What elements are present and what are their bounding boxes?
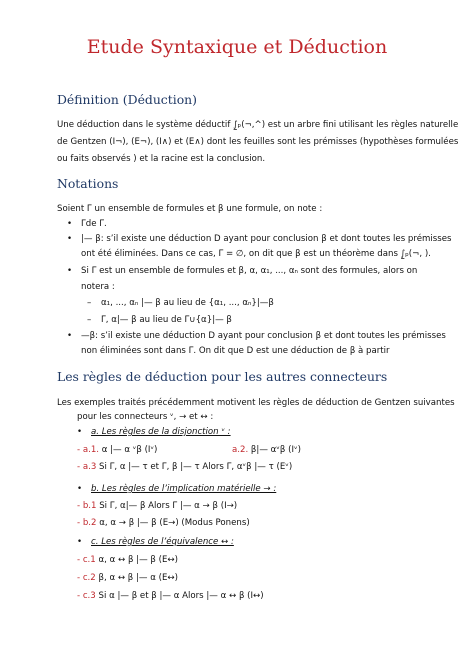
bullet-icon: • [77, 537, 83, 547]
rules-intro: Les exemples traités précédemment motivent les règles de déduction de Gentzen suivantes [57, 398, 455, 408]
rule-line [77, 573, 178, 583]
rule-tag: a.2. [232, 445, 249, 455]
notation-text: Γde Γ. [81, 219, 107, 229]
notation-subitem [87, 298, 274, 308]
bullet-icon: • [67, 331, 73, 341]
bullet-icon: • [67, 219, 73, 229]
notation-item [67, 234, 451, 244]
rule-text: α |— α ᵛβ (Iᵛ) [99, 445, 158, 455]
bullet-icon: • [77, 484, 83, 494]
rule-text: Si Γ, α |— τ et Γ, β |— τ Alors Γ, αᵛβ |— τ (Eᵛ) [96, 462, 293, 472]
rule-section-title [77, 537, 234, 547]
dash-icon: – [87, 315, 92, 325]
section-title-text: c. Les règles de l’équivalence ↔ : [91, 537, 234, 547]
rule-text: Si α |— β et β |— α Alors |— α ↔ β (I↔) [95, 591, 264, 601]
section-title-text: b. Les règles de l’implication matérielle → : [91, 484, 277, 494]
definition-heading: Définition (Déduction) [57, 92, 197, 107]
rule-tag: - c.3 [77, 591, 96, 601]
notations-intro: Soient Γ un ensemble de formules et β une formule, on note : [57, 204, 323, 214]
rule-text: Si Γ, α|— β Alors Γ |— α → β (I→) [96, 501, 238, 511]
notation-text: Γ, α|— β au lieu de Γ∪{α}|— β [101, 315, 232, 325]
rules-heading: Les règles de déduction pour les autres connecteurs [57, 369, 388, 384]
rule-text: α, α → β |— β (E→) (Modus Ponens) [96, 518, 250, 528]
rule-line [77, 518, 250, 528]
rule-text: β, α ↔ β |— α (E↔) [95, 573, 178, 583]
notation-item [67, 266, 417, 276]
definition-line: ou faits observés ) et la racine est la conclusion. [57, 154, 266, 164]
definition-line: de Gentzen (I¬), (E¬), (I∧) et (E∧) dont les feuilles sont les prémisses (hypothèses formulées [57, 137, 459, 147]
notation-text: notera : [81, 282, 115, 292]
rule-line [77, 501, 237, 511]
rule-text: β|— αᵛβ (Iᵛ) [248, 445, 301, 455]
notation-subitem [87, 315, 232, 325]
rule-tag: - b.2 [77, 518, 97, 528]
rule-line [232, 445, 301, 455]
page-title: Etude Syntaxique et Déduction [86, 36, 388, 58]
notation-text: ont été éliminées. Dans ce cas, Γ = ∅, on dit que β est un théorème dans ⨜ₚ(¬, ). [81, 249, 431, 259]
rule-line [77, 445, 157, 455]
notation-item [67, 331, 446, 341]
dash-icon: – [87, 298, 92, 308]
rule-line [77, 555, 178, 565]
rule-section-title [77, 427, 231, 437]
rule-tag: - b.1 [77, 501, 97, 511]
bullet-icon: • [77, 427, 83, 437]
definition-line: Une déduction dans le système déductif ⨜ₚ(¬,^) est un arbre fini utilisant les règles naturelle [57, 120, 459, 130]
notation-text: |— β: s’il existe une déduction D ayant pour conclusion β et dont toutes les prémisses [81, 234, 452, 244]
rule-tag: - c.1 [77, 555, 96, 565]
rule-line [77, 462, 292, 472]
bullet-icon: • [67, 266, 73, 276]
rule-section-title [77, 484, 276, 494]
rule-line [77, 591, 264, 601]
notation-item [67, 219, 107, 229]
rule-text: α, α ↔ β |— β (E↔) [95, 555, 178, 565]
bullet-icon: • [67, 234, 73, 244]
notation-text: α₁, ..., αₙ |— β au lieu de {α₁, ..., αₙ}|—β [101, 298, 274, 308]
section-title-text: a. Les règles de la disjonction ᵛ : [91, 427, 231, 437]
notations-heading: Notations [57, 176, 119, 191]
rule-tag: - c.2 [77, 573, 96, 583]
rules-intro: pour les connecteurs ᵛ, → et ↔ : [77, 412, 214, 422]
notation-text: Si Γ est un ensemble de formules et β, α, α₁, ..., αₙ sont des formules, alors on [81, 266, 418, 276]
notation-text: —β: s’il existe une déduction D ayant pour conclusion β et dont toutes les prémisses [81, 331, 446, 341]
rule-tag: - a.3 [77, 462, 97, 472]
rule-tag: - a.1. [77, 445, 100, 455]
notation-text: non éliminées sont dans Γ. On dit que D est une déduction de β à partir [81, 346, 390, 356]
